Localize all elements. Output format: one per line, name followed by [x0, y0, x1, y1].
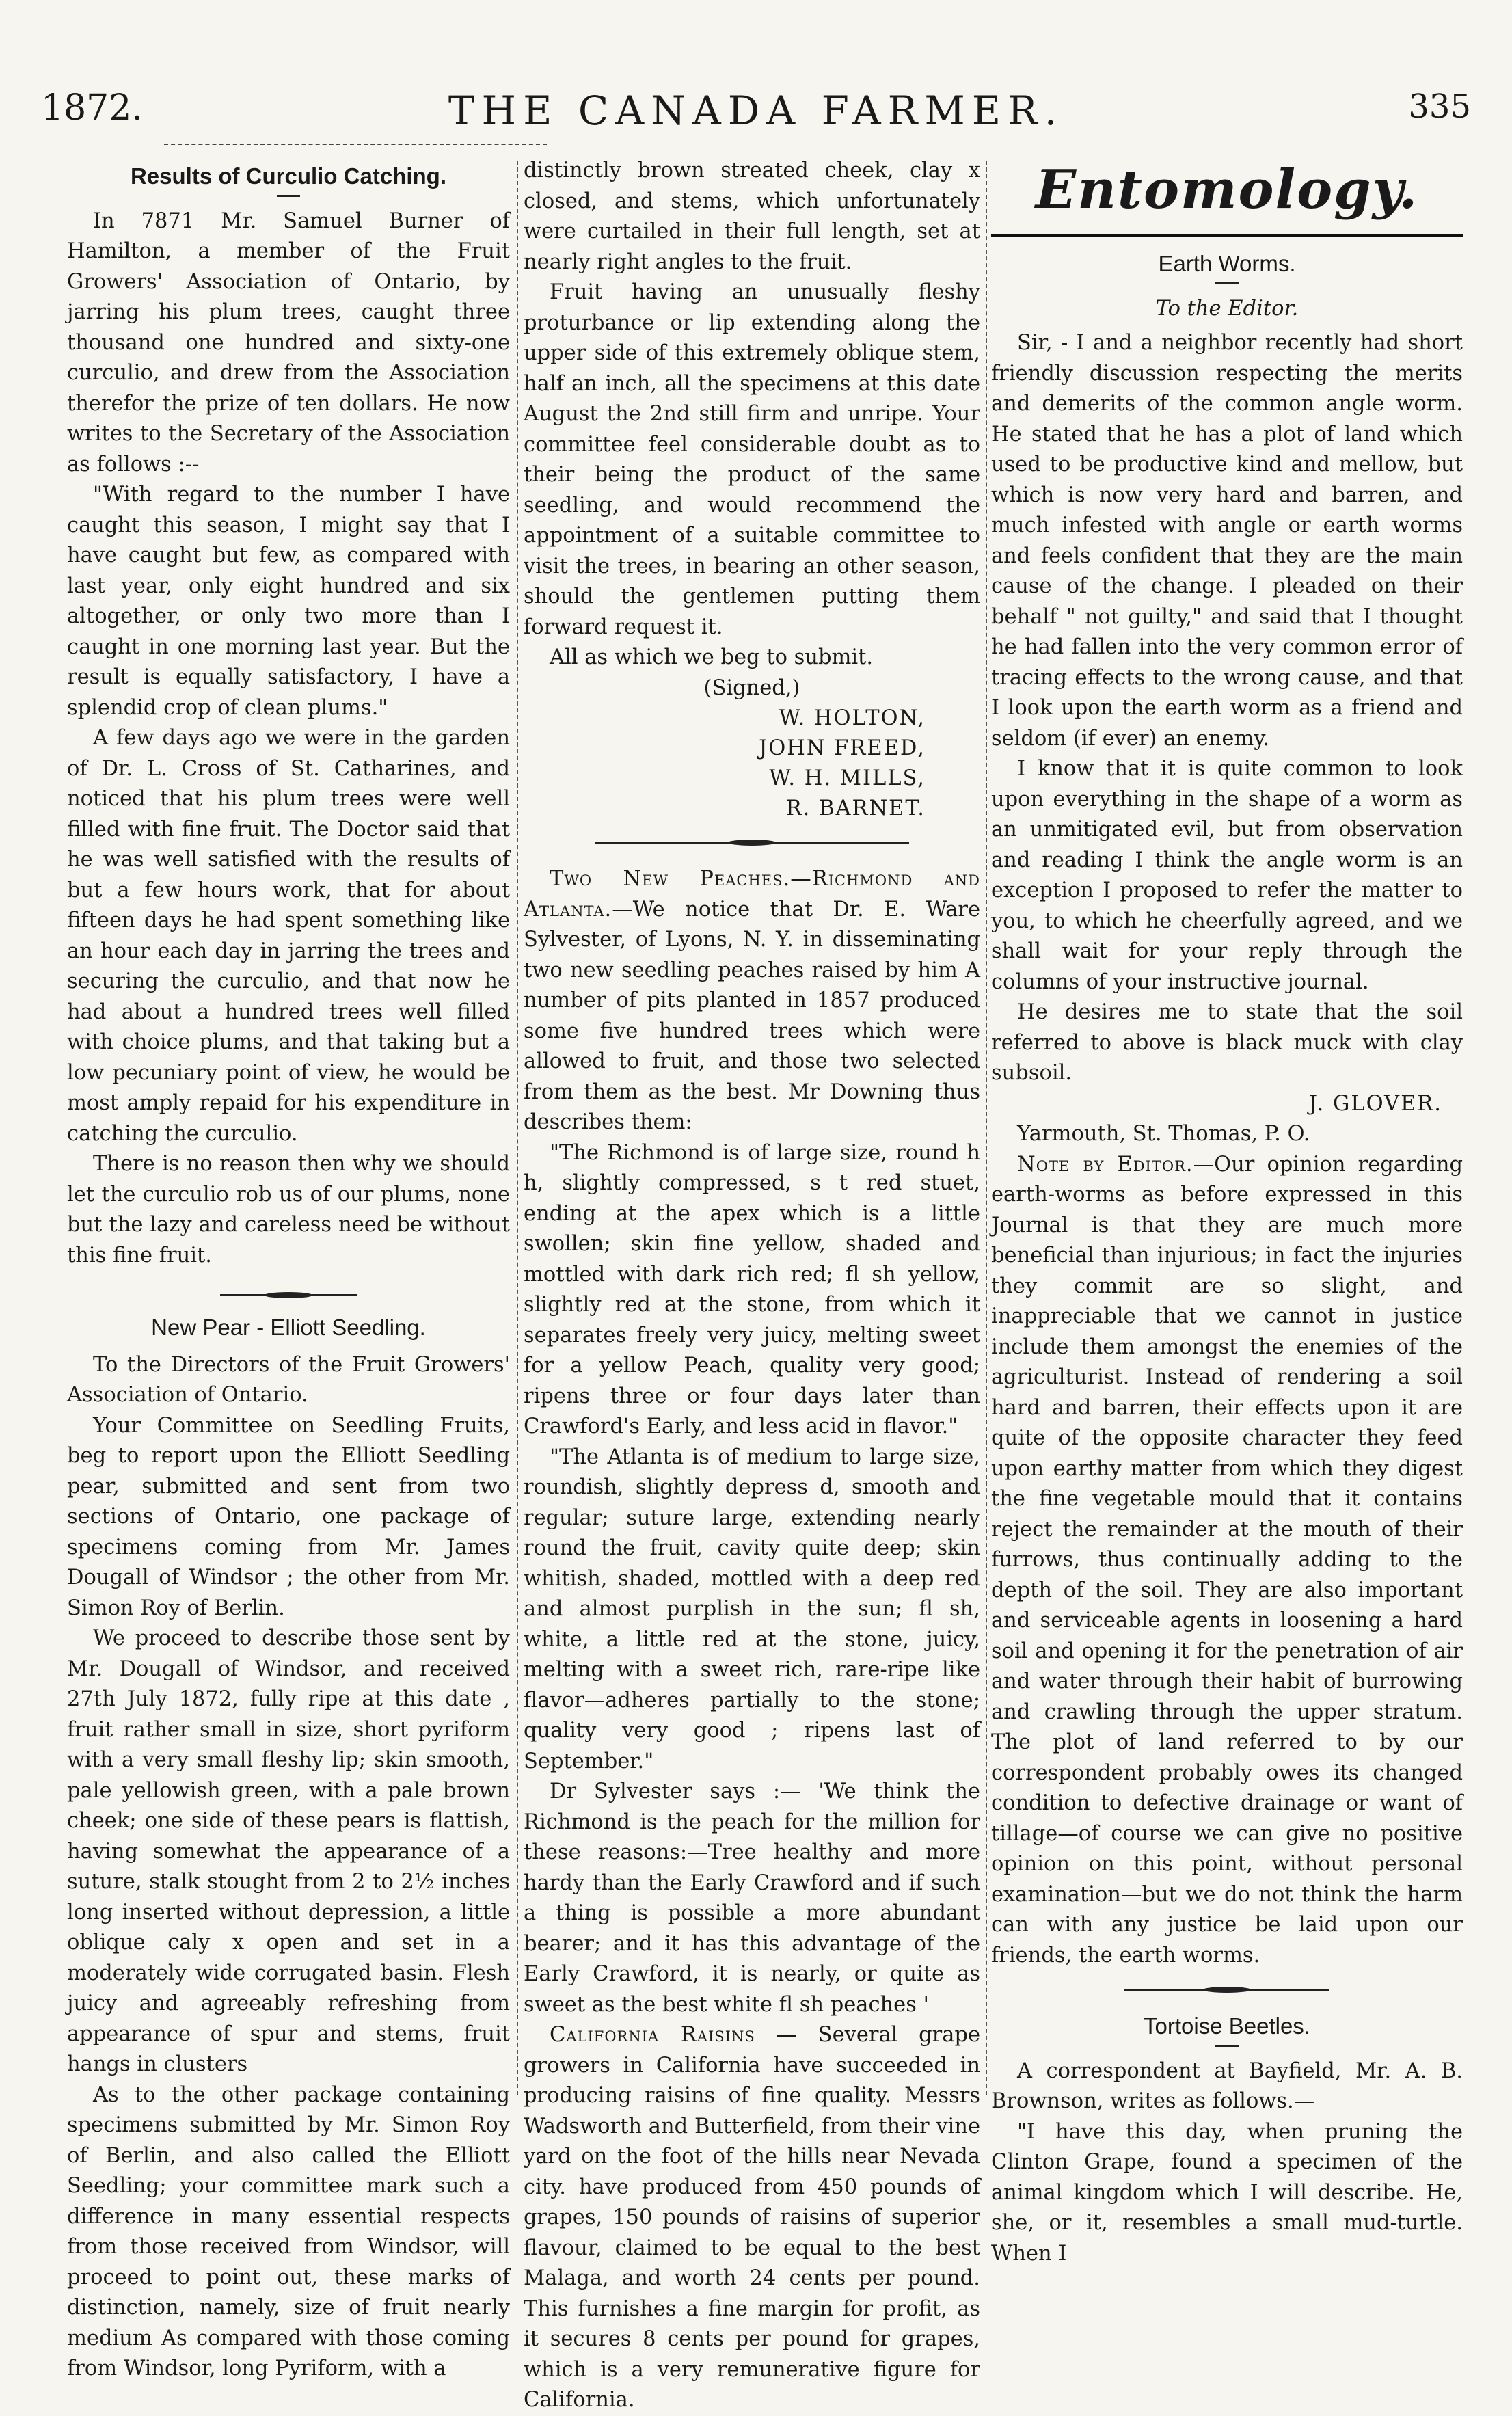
pear-paragraph-2: Your Committee on Seedling Fruits, beg to report upon the Elliott Seedling pear, submitted and sent from two sections of Ontario, one package of specimens coming from Mr. James Dougall of Windsor ; the other from Mr. Simon Roy of Berlin. — [67, 1413, 510, 1620]
signed-label: (Signed,) — [703, 675, 800, 700]
tortoise-paragraph-1: A correspondent at Bayfield, Mr. A. B. Brownson, writes as follows.— — [991, 2058, 1463, 2113]
earth-worms-heading: Earth Worms. — [1158, 251, 1296, 276]
pear-address: To the Directors of the Fruit Growers' Association of Ontario. — [67, 1352, 510, 1407]
pear-continued-2: Fruit having an unusually fleshy proturbance or lip extending along the upper side of this extremely oblique stem, half an inch, all the specimens at this date August the 2nd still firm and unripe. Your committee feel considerable doubt as to their being the product of the same seedling, and would recommend the appointment of a suitable committee to visit the trees, in bearing an other season, should the gentlemen putting them forward request it. — [524, 280, 980, 639]
editor-note: —Our opinion regarding earth-worms as before expressed in this Journal is that they are much more beneficial than injurious; in fact the injuries they commit are so slight, and inappreciable that we cannot in justice include them amongst the enemies of the agriculturist. Instead of rendering a soil hard and barren, their effects upon it are quite of the opposite character they feed upon earthy matter from which they digest the fine vegetable mould that it contains reject the remainder at the mouth of their furrows, thus continually adding to the depth of the soil. They are also important and serviceable agents in loosening a hard soil and opening it for the penetration of air and water through their habit of burrowing and crawling through the upper stratum. The plot of land referred to by our correspondent probably owes its changed condition to defective drainage or want of tillage—of course we can give no positive opinion on this point, without personal examination—but we do not think the harm can with any justice be laid upon our friends, the earth worms. — [991, 1152, 1463, 1968]
pear-paragraph-3: We proceed to describe those sent by Mr. Dougall of Windsor, and received 27th July 1872, fully ripe at this date , fruit rather small in size, short pyriform with a very small fleshy lip; skin smooth, pale yellowish green, with a pale brown cheek; one side of these pears is flattish, having somewhat the appearance of a suture, stalk stought from 2 to 2½ inches long inserted without depression, a little oblique caly x open and set in a moderately wide corrugated basin. Flesh juicy and agreeably refreshing from appearance of spur and stems, fruit hangs in clusters — [67, 1626, 510, 2076]
letter-place: Yarmouth, St. Thomas, P. O. — [1017, 1122, 1310, 1146]
pear-heading: New Pear - Elliott Seedling. — [151, 1315, 426, 1340]
report-closing: All as which we beg to submit. — [550, 645, 874, 669]
richmond-description: "The Richmond is of large size, round h h, slightly compressed, s t red stuet, ending at the apex which is a little swollen; skin fine yellow, shaded and mottled with dark rich red; fl sh yellow, slightly red at the stone, from which it separates freely very juicy, melting sweet for a yellow Peach, quality very good; ripens three or four days later than Crawford's Early, and less acid in flavor." — [524, 1140, 980, 1438]
curculio-heading: Results of Curculio Catching. — [130, 163, 447, 189]
heading-dash — [1215, 2045, 1239, 2047]
signature-1: W. HOLTON, — [779, 706, 926, 730]
signature-2: JOHN FREED, — [759, 736, 926, 760]
curculio-paragraph-1: In 7871 Mr. Samuel Burner of Hamilton, a member of the Fruit Growers' Association of Ontario, by jarring his plum trees, caught three thousand one hundred and sixty-one curculio, and drew from the Association therefor the prize of ten dollars. He now writes to the Secretary of the Association as follows :-- — [67, 209, 510, 477]
section-rule — [220, 1294, 357, 1296]
editor-note-lead: Note by Editor. — [1017, 1152, 1193, 1177]
worms-paragraph-2: I know that it is quite common to look upon everything in the shape of a worm as an unmitigated evil, but from observation and reading I think the angle worm is an exception I proposed to refer the matter to you, to which he cheerfully agreed, and we shall wait for your reply through the columns of your instructive journal. — [991, 757, 1463, 994]
curculio-paragraph-4: There is no reason then why we should let the curculio rob us of our plums, none but the lazy and careless need be without this fine fruit. — [67, 1152, 510, 1267]
atlanta-description: "The Atlanta is of medium to large size, roundish, slightly depress d, smooth and regular; suture large, extending nearly round the fruit, cavity quite deep; skin whitish, shaded, mottled with a deep red and almost purplish in the sun; fl sh, white, a little red at the stone, juicy, melting with a sweet rich, rare-ripe like flavor—adheres partially to the stone; quality very good ; ripens last of September." — [524, 1445, 980, 1773]
issue-year: 1872. — [41, 88, 143, 129]
column-divider-2 — [986, 161, 987, 2095]
tortoise-paragraph-2: "I have this day, when pruning the Clinton Grape, found a specimen of the animal kingdom which I will describe. He, she, or it, resembles a small mud-turtle. When I — [991, 2119, 1463, 2266]
peaches-paragraph-1: —We notice that Dr. E. Ware Sylvester, of Lyons, N. Y. in disseminating two new seedling peaches raised by him A number of pits planted in 1857 produced some five hundred trees which were allowed to fruit, and those two selected from them as the best. Mr Downing thus describes them: — [524, 897, 980, 1134]
pear-continued: distinctly brown streated cheek, clay x closed, and stems, which unfortunately were curtailed in their full length, set at nearly right angles to the fruit. — [524, 159, 980, 274]
curculio-paragraph-3: A few days ago we were in the garden of Dr. L. Cross of St. Catharines, and noticed that his plum trees were well filled with fine fruit. The Doctor said that he was well satisfied with the results of but a few hours work, that for about fifteen days he had spent something like an hour each day in jarring the trees and securing the curculio, and that now he had about a hundred trees well filled with choice plums, and that taking but a low pecuniary point of view, he would be most amply repaid for his expenditure in catching the curculio. — [67, 726, 510, 1146]
pear-paragraph-4: As to the other package containing specimens submitted by Mr. Simon Roy of Berlin, and also called the Elliott Seedling; your committee mark such a difference in many essential respects from those received from Windsor, will proceed to point out, these marks of distinction, namely, size of fruit nearly medium As compared with those coming from Windsor, long Pyriform, with a — [67, 2082, 510, 2380]
column-1 — [67, 156, 510, 2385]
signature-4: R. BARNET. — [785, 796, 926, 820]
raisins-lead: California Raisins — [550, 2023, 755, 2047]
worms-paragraph-3: He desires me to state that the soil referred to above is black muck with clay subsoil. — [991, 1000, 1463, 1085]
column-3 — [991, 156, 1463, 2269]
to-editor: To the Editor. — [1155, 296, 1299, 321]
curculio-quote: "With regard to the number I have caught this season, I might say that I have caught but few, as compared with last year, only eight hundred and six altogether, or only two more than I caught in one morning last year. But the result is equally satisfactory, I have a splendid crop of clean plums." — [67, 483, 510, 720]
sylvester-quote: Dr Sylvester says :— 'We think the Richmond is the peach for the million for these reasons:—Tree healthy and more hardy than the Early Crawford and if such a thing is possible a more abundant bearer; and it has this advantage of the Early Crawford, it is nearly, or quite as sweet as the best white fl sh peaches ' — [524, 1780, 980, 2017]
newspaper-title: THE CANADA FARMER. — [448, 88, 1064, 134]
letter-signature: J. GLOVER. — [1308, 1091, 1442, 1116]
raisins-paragraph: — Several grape growers in California have succeeded in producing raisins of fine quality. Messrs Wadsworth and Butterfield, from their vine yard on the foot of the hills near Nevada city. have produced from 450 pounds of grapes, 150 pounds of raisins of superior flavour, claimed to be equal to the best Malaga, and worth 24 cents per pound. This furnishes a fine margin for profit, as it secures 8 cents per pound for grapes, which is a very remunerative figure for California. — [524, 2023, 980, 2412]
masthead — [41, 88, 1471, 142]
worms-paragraph-1: Sir, - I and a neighbor recently had short friendly discussion respecting the merits and demerits of the common angle worm. He stated that he has a plot of land which used to be productive kind and mellow, but which is now very hard and barren, and much infested with angle or earth worms and feels confident that they are the main cause of the change. I pleaded on their behalf " not guilty," and said that I thought he had fallen into the very common error of tracing effects to the wrong cause, and that I look upon the earth worm as a friend and seldom (if ever) an enemy. — [991, 331, 1463, 751]
signature-3: W. H. MILLS, — [769, 766, 926, 790]
column-divider-1 — [517, 161, 518, 2095]
section-rule — [595, 842, 909, 844]
section-rule — [1124, 1989, 1329, 1991]
tortoise-heading: Tortoise Beetles. — [1144, 2013, 1310, 2039]
header-rule — [164, 144, 547, 145]
section-rule — [991, 234, 1463, 237]
column-2 — [524, 156, 980, 2416]
heading-dash — [277, 195, 300, 197]
peaches-lead: Two New Peaches.—Richmond and Atlanta. — [524, 867, 980, 922]
section-title: Entomology. — [1035, 159, 1419, 221]
page-number: 335 — [1408, 88, 1471, 126]
heading-dash — [1215, 282, 1239, 284]
